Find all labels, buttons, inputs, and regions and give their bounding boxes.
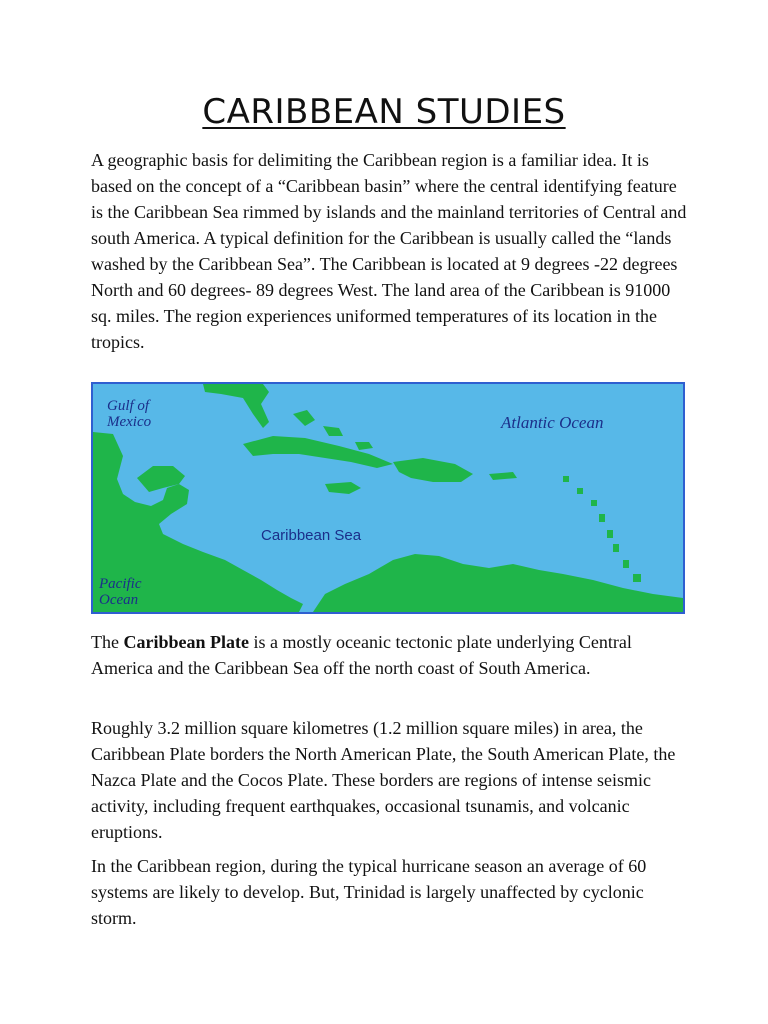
paragraph-caribbean-plate-lead: The	[91, 632, 124, 652]
paragraph-caribbean-plate-rest: is a mostly oceanic tectonic plate underlying Central America and the Caribbean Sea off the north coast of South America.	[91, 632, 632, 678]
paragraph-hurricanes: In the Caribbean region, during the typical hurricane season an average of 60 systems are likely to develop. But, Trinidad is largely unaffected by cyclonic storm.	[91, 856, 647, 928]
map-label-pacific-line2: Ocean	[99, 592, 139, 608]
document-title-text: CARIBBEAN STUDIES	[202, 92, 566, 132]
paragraph-caribbean-plate	[91, 629, 691, 681]
map-label-pacific-line1: Pacific	[99, 576, 142, 592]
caribbean-plate-term: Caribbean Plate	[123, 632, 249, 652]
caribbean-map-image	[91, 382, 685, 614]
paragraph-plate-borders: Roughly 3.2 million square kilometres (1.2 million square miles) in area, the Caribbean Plate borders the North American Plate, the South American Plate, the Nazca Plate and the Cocos Plate. These borders are regions of intense seismic activity, including frequent earthquakes, occasional tsunamis, and volcanic eruptions.	[91, 718, 676, 842]
document-title	[0, 92, 768, 132]
paragraph-intro: A geographic basis for delimiting the Caribbean region is a familiar idea. It is based on the concept of a “Caribbean basin” where the central identifying feature is the Caribbean Sea rimmed by islands and the mainland territories of Central and south America. A typical definition for the Caribbean is usually called the “lands washed by the Caribbean Sea”. The Caribbean is located at 9 degrees -22 degrees North and 60 degrees- 89 degrees West. The land area of the Caribbean is 91000 sq. miles. The region experiences uniformed temperatures of its location in the tropics.	[91, 150, 687, 352]
map-label-gulf-line2: Mexico	[107, 414, 152, 430]
map-label-atlantic: Atlantic Ocean	[501, 413, 604, 432]
caribbean-map-svg	[93, 384, 683, 612]
map-label-caribbean-sea: Caribbean Sea	[261, 527, 362, 544]
map-label-gulf-line1: Gulf of	[107, 398, 150, 414]
